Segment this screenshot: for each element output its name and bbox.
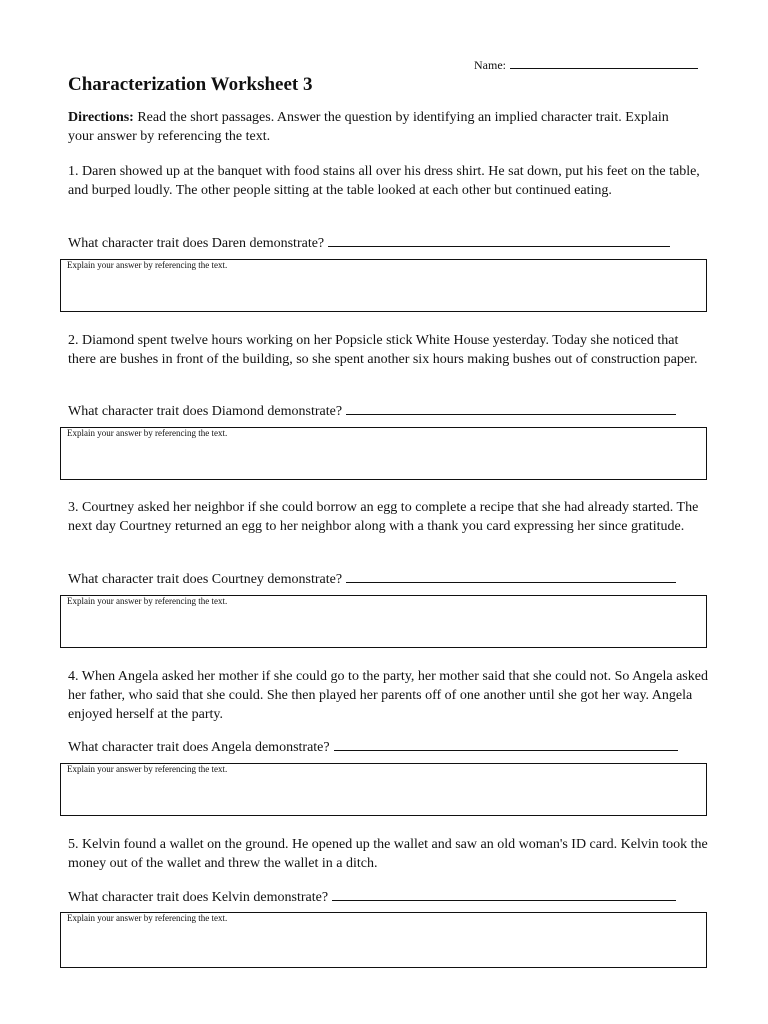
name-label: Name: bbox=[474, 58, 506, 72]
question-1-blank[interactable] bbox=[328, 234, 670, 247]
name-blank[interactable] bbox=[510, 58, 698, 69]
directions bbox=[68, 108, 688, 146]
directions-label: Directions: bbox=[68, 110, 134, 125]
worksheet-title: Characterization Worksheet 3 bbox=[68, 74, 313, 95]
answer-box-4[interactable] bbox=[60, 763, 707, 816]
answer-box-1[interactable] bbox=[60, 259, 707, 312]
answer-box-1-prompt: Explain your answer by referencing the text. bbox=[67, 260, 228, 270]
passage-2: 2. Diamond spent twelve hours working on her Popsicle stick White House yesterday. Today she noticed that there are bushes in front of the building, so she spent another six hours making bushes out of construction paper. bbox=[68, 333, 698, 367]
question-4 bbox=[68, 738, 678, 757]
question-2 bbox=[68, 402, 676, 421]
answer-box-3[interactable] bbox=[60, 595, 707, 648]
question-5-text: What character trait does Kelvin demonstrate? bbox=[68, 890, 329, 905]
question-4-text: What character trait does Angela demonstrate? bbox=[68, 740, 330, 755]
question-4-blank[interactable] bbox=[334, 738, 678, 751]
question-2-blank[interactable] bbox=[346, 402, 676, 415]
question-3-blank[interactable] bbox=[346, 570, 676, 583]
question-1-text: What character trait does Daren demonstrate? bbox=[68, 236, 325, 251]
answer-box-5-prompt: Explain your answer by referencing the text. bbox=[67, 913, 228, 923]
question-1 bbox=[68, 234, 670, 253]
name-field bbox=[474, 58, 698, 73]
directions-text: Read the short passages. Answer the question by identifying an implied character trait. Explain your answer by referencing the text. bbox=[68, 110, 669, 144]
question-2-text: What character trait does Diamond demonstrate? bbox=[68, 404, 343, 419]
question-3-text: What character trait does Courtney demonstrate? bbox=[68, 572, 343, 587]
answer-box-2[interactable] bbox=[60, 427, 707, 480]
question-5-blank[interactable] bbox=[332, 888, 676, 901]
passage-5: 5. Kelvin found a wallet on the ground. He opened up the wallet and saw an old woman's ID card. Kelvin took the money out of the wallet and threw the wallet in a ditch. bbox=[68, 837, 708, 871]
answer-box-2-prompt: Explain your answer by referencing the text. bbox=[67, 428, 228, 438]
question-5 bbox=[68, 888, 676, 907]
answer-box-5[interactable] bbox=[60, 912, 707, 968]
passage-1: 1. Daren showed up at the banquet with food stains all over his dress shirt. He sat down, put his feet on the table, and burped loudly. The other people sitting at the table looked at each other but continued eating. bbox=[68, 164, 700, 198]
question-3 bbox=[68, 570, 676, 589]
passage-4: 4. When Angela asked her mother if she could go to the party, her mother said that she could not. So Angela asked her father, who said that she could. She then played her parents off of one another until she got her way. Angela enjoyed herself at the party. bbox=[68, 669, 708, 722]
answer-box-4-prompt: Explain your answer by referencing the text. bbox=[67, 764, 228, 774]
passage-3: 3. Courtney asked her neighbor if she could borrow an egg to complete a recipe that she had already started. The next day Courtney returned an egg to her neighbor along with a thank you card expressing her since gratitude. bbox=[68, 500, 699, 534]
answer-box-3-prompt: Explain your answer by referencing the text. bbox=[67, 596, 228, 606]
